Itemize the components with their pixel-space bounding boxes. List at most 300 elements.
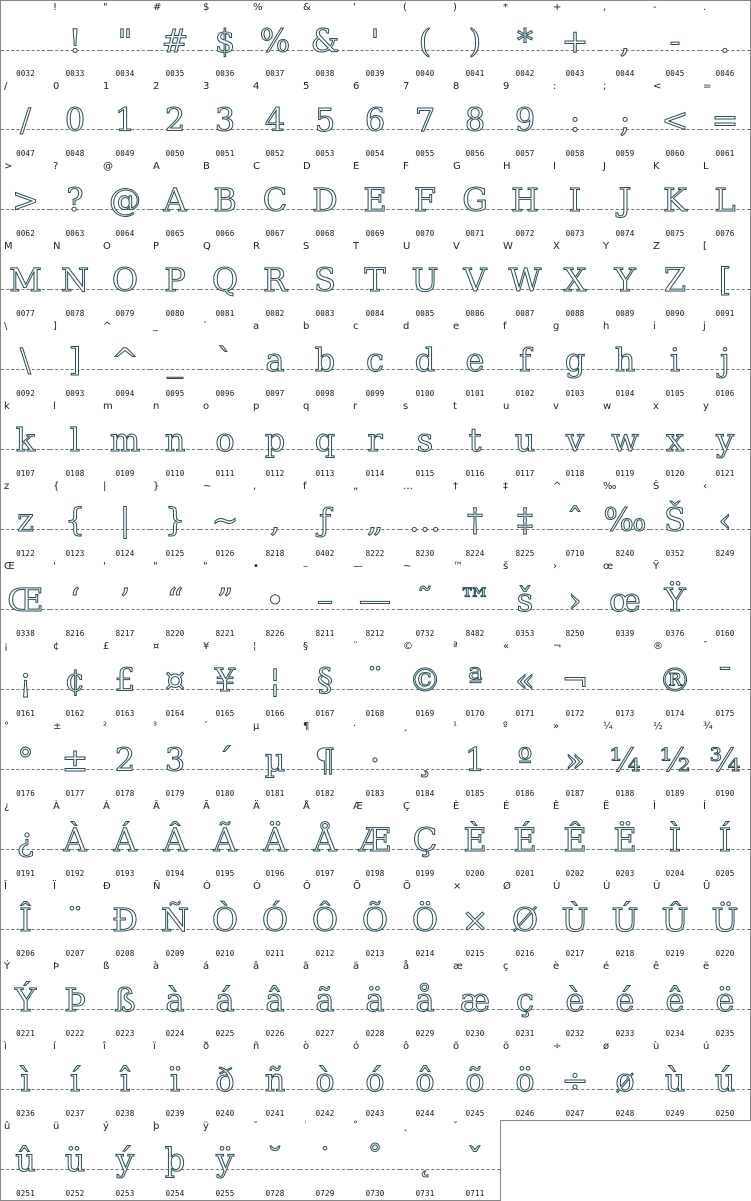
glyph-cell[interactable] bbox=[700, 80, 751, 161]
glyph-cell[interactable] bbox=[400, 80, 451, 161]
glyph-label: — bbox=[353, 561, 363, 572]
glyph-cell[interactable] bbox=[650, 240, 701, 321]
glyph-cell[interactable] bbox=[100, 960, 151, 1041]
glyph-cell[interactable] bbox=[600, 80, 651, 161]
glyph-label: / bbox=[4, 81, 8, 92]
glyph-cell[interactable] bbox=[550, 1040, 601, 1121]
glyph-preview bbox=[550, 972, 600, 1019]
glyph-cell[interactable] bbox=[500, 1040, 551, 1121]
glyph-preview bbox=[550, 412, 600, 459]
glyph-cell[interactable] bbox=[550, 240, 601, 321]
glyph-cell[interactable] bbox=[50, 160, 101, 241]
glyph-cell[interactable] bbox=[150, 720, 201, 801]
glyph-cell[interactable] bbox=[50, 640, 101, 721]
glyph-cell[interactable] bbox=[600, 0, 651, 81]
glyph-label: C bbox=[253, 161, 260, 172]
glyph-label: 8 bbox=[453, 81, 460, 92]
glyph-cell[interactable] bbox=[200, 880, 251, 961]
glyph-preview bbox=[150, 892, 200, 939]
glyph-char: ¥ bbox=[214, 661, 236, 699]
glyph-cell[interactable] bbox=[300, 800, 351, 881]
glyph-cell[interactable] bbox=[450, 480, 501, 561]
glyph-cell[interactable] bbox=[600, 720, 651, 801]
glyph-cell[interactable] bbox=[200, 80, 251, 161]
glyph-cell[interactable] bbox=[50, 560, 101, 641]
glyph-cell[interactable] bbox=[0, 1120, 51, 1201]
glyph-cell[interactable] bbox=[350, 160, 401, 241]
glyph-cell[interactable] bbox=[50, 240, 101, 321]
glyph-cell[interactable] bbox=[300, 160, 351, 241]
glyph-cell[interactable] bbox=[700, 400, 751, 481]
glyph-cell[interactable] bbox=[650, 640, 701, 721]
glyph-cell[interactable] bbox=[400, 240, 451, 321]
glyph-cell[interactable] bbox=[150, 400, 201, 481]
glyph-cell[interactable] bbox=[700, 720, 751, 801]
glyph-cell[interactable] bbox=[650, 720, 701, 801]
glyph-cell[interactable] bbox=[50, 1120, 101, 1201]
glyph-cell[interactable] bbox=[300, 0, 351, 81]
glyph-cell[interactable] bbox=[0, 1040, 51, 1121]
glyph-char: z bbox=[17, 501, 34, 539]
glyph-cell[interactable] bbox=[600, 320, 651, 401]
glyph-cell[interactable] bbox=[0, 640, 51, 721]
glyph-cell[interactable] bbox=[700, 0, 751, 81]
glyph-label: Ø bbox=[503, 881, 511, 892]
glyph-cell[interactable] bbox=[400, 160, 451, 241]
glyph-cell[interactable] bbox=[250, 240, 301, 321]
glyph-label: Š bbox=[653, 481, 660, 492]
glyph-preview bbox=[150, 572, 200, 619]
glyph-cell[interactable] bbox=[200, 640, 251, 721]
glyph-preview bbox=[300, 172, 350, 219]
glyph-preview bbox=[550, 92, 600, 139]
glyph-cell[interactable] bbox=[600, 640, 651, 721]
glyph-cell[interactable] bbox=[600, 560, 651, 641]
glyph-cell[interactable] bbox=[350, 240, 401, 321]
glyph-preview bbox=[650, 1052, 700, 1099]
glyph-cell[interactable] bbox=[400, 320, 451, 401]
glyph-cell[interactable] bbox=[650, 480, 701, 561]
glyph-cell[interactable] bbox=[300, 960, 351, 1041]
glyph-cell[interactable] bbox=[100, 800, 151, 881]
glyph-cell[interactable] bbox=[350, 960, 401, 1041]
glyph-cell[interactable] bbox=[450, 0, 501, 81]
glyph-cell[interactable] bbox=[700, 480, 751, 561]
glyph-cell[interactable] bbox=[600, 240, 651, 321]
glyph-code: 8249 bbox=[715, 549, 735, 558]
glyph-cell[interactable] bbox=[500, 0, 551, 81]
glyph-cell[interactable] bbox=[0, 320, 51, 401]
glyph-cell[interactable] bbox=[150, 0, 201, 81]
glyph-cell[interactable] bbox=[0, 240, 51, 321]
glyph-code: 0090 bbox=[665, 309, 685, 318]
glyph-cell[interactable] bbox=[50, 80, 101, 161]
glyph-cell[interactable] bbox=[500, 560, 551, 641]
glyph-code: 0080 bbox=[165, 309, 185, 318]
glyph-cell[interactable] bbox=[350, 880, 401, 961]
glyph-cell[interactable] bbox=[100, 560, 151, 641]
glyph-cell[interactable] bbox=[650, 80, 701, 161]
glyph-cell[interactable] bbox=[200, 0, 251, 81]
glyph-preview bbox=[400, 13, 450, 60]
glyph-cell[interactable] bbox=[450, 1120, 501, 1201]
glyph-cell[interactable] bbox=[50, 480, 101, 561]
glyph-cell[interactable] bbox=[100, 640, 151, 721]
glyph-cell[interactable] bbox=[350, 480, 401, 561]
glyph-cell[interactable] bbox=[450, 80, 501, 161]
glyph-cell[interactable] bbox=[100, 1040, 151, 1121]
glyph-cell[interactable] bbox=[400, 880, 451, 961]
glyph-cell[interactable] bbox=[650, 0, 701, 81]
glyph-cell[interactable] bbox=[300, 720, 351, 801]
glyph-code: 0728 bbox=[265, 1189, 285, 1198]
glyph-cell[interactable] bbox=[650, 400, 701, 481]
glyph-cell[interactable] bbox=[700, 160, 751, 241]
glyph-cell[interactable] bbox=[250, 640, 301, 721]
glyph-label: ö bbox=[503, 1041, 510, 1052]
glyph-label: © bbox=[403, 641, 413, 652]
glyph-cell[interactable] bbox=[400, 480, 451, 561]
glyph-cell[interactable] bbox=[100, 400, 151, 481]
glyph-code: 0172 bbox=[565, 709, 585, 718]
glyph-cell[interactable] bbox=[550, 80, 601, 161]
glyph-cell[interactable] bbox=[50, 0, 101, 81]
glyph-cell[interactable] bbox=[250, 160, 301, 241]
glyph-cell[interactable] bbox=[300, 320, 351, 401]
glyph-cell[interactable] bbox=[50, 800, 101, 881]
glyph-label: 5 bbox=[303, 81, 310, 92]
glyph-char: ” bbox=[216, 581, 234, 619]
glyph-cell[interactable] bbox=[500, 240, 551, 321]
glyph-cell[interactable] bbox=[250, 480, 301, 561]
glyph-label: ü bbox=[53, 1121, 60, 1132]
glyph-cell[interactable] bbox=[550, 400, 601, 481]
glyph-cell[interactable] bbox=[250, 720, 301, 801]
glyph-cell[interactable] bbox=[50, 400, 101, 481]
glyph-code: 0037 bbox=[265, 69, 285, 78]
glyph-cell[interactable] bbox=[700, 880, 751, 961]
glyph-char: Ø bbox=[511, 901, 539, 939]
glyph-code: 0196 bbox=[265, 869, 285, 878]
glyph-char: P bbox=[164, 261, 186, 299]
glyph-cell[interactable] bbox=[400, 960, 451, 1041]
glyph-cell[interactable] bbox=[450, 160, 501, 241]
glyph-cell[interactable] bbox=[500, 800, 551, 881]
glyph-cell[interactable] bbox=[0, 80, 51, 161]
glyph-cell[interactable] bbox=[450, 800, 501, 881]
glyph-code: 8240 bbox=[615, 549, 635, 558]
glyph-code: 0243 bbox=[365, 1109, 385, 1118]
glyph-cell[interactable] bbox=[400, 560, 451, 641]
glyph-char: ¼ bbox=[609, 741, 641, 779]
glyph-code: 0098 bbox=[315, 389, 335, 398]
glyph-cell[interactable] bbox=[450, 400, 501, 481]
glyph-cell[interactable] bbox=[100, 240, 151, 321]
glyph-cell[interactable] bbox=[550, 320, 601, 401]
glyph-cell[interactable] bbox=[650, 560, 701, 641]
glyph-cell[interactable] bbox=[150, 160, 201, 241]
glyph-cell[interactable] bbox=[200, 960, 251, 1041]
glyph-char: 8 bbox=[464, 101, 486, 139]
glyph-cell[interactable] bbox=[100, 1120, 151, 1201]
glyph-cell[interactable] bbox=[0, 880, 51, 961]
glyph-cell[interactable] bbox=[250, 560, 301, 641]
glyph-cell[interactable] bbox=[100, 0, 151, 81]
glyph-cell[interactable] bbox=[550, 560, 601, 641]
glyph-cell[interactable] bbox=[450, 720, 501, 801]
glyph-cell[interactable] bbox=[300, 480, 351, 561]
glyph-cell[interactable] bbox=[650, 1040, 701, 1121]
glyph-char: 4 bbox=[264, 101, 286, 139]
glyph-cell[interactable] bbox=[150, 80, 201, 161]
glyph-cell[interactable] bbox=[450, 960, 501, 1041]
glyph-label: e bbox=[453, 321, 460, 332]
glyph-cell[interactable] bbox=[300, 560, 351, 641]
glyph-preview bbox=[300, 652, 350, 699]
glyph-code: 0105 bbox=[665, 389, 685, 398]
glyph-cell[interactable] bbox=[450, 880, 501, 961]
glyph-cell[interactable] bbox=[500, 960, 551, 1041]
glyph-char: ÿ bbox=[215, 1141, 235, 1179]
glyph-cell[interactable] bbox=[400, 400, 451, 481]
glyph-cell[interactable] bbox=[300, 640, 351, 721]
glyph-cell[interactable] bbox=[350, 1040, 401, 1121]
glyph-cell[interactable] bbox=[250, 1120, 301, 1201]
glyph-label: Ê bbox=[553, 801, 560, 812]
glyph-code: 0069 bbox=[365, 229, 385, 238]
glyph-cell[interactable] bbox=[550, 640, 601, 721]
glyph-cell[interactable] bbox=[150, 560, 201, 641]
glyph-cell[interactable] bbox=[550, 0, 601, 81]
glyph-label: î bbox=[103, 1041, 106, 1052]
glyph-cell[interactable] bbox=[0, 720, 51, 801]
glyph-cell[interactable] bbox=[150, 320, 201, 401]
glyph-preview bbox=[50, 332, 100, 379]
glyph-code: 0125 bbox=[165, 549, 185, 558]
glyph-cell[interactable] bbox=[50, 960, 101, 1041]
glyph-cell[interactable] bbox=[150, 800, 201, 881]
glyph-cell[interactable] bbox=[600, 480, 651, 561]
glyph-char: ò bbox=[315, 1061, 335, 1099]
glyph-cell[interactable] bbox=[500, 80, 551, 161]
glyph-cell[interactable] bbox=[600, 160, 651, 241]
glyph-cell[interactable] bbox=[650, 320, 701, 401]
glyph-cell[interactable] bbox=[700, 240, 751, 321]
glyph-cell[interactable] bbox=[50, 880, 101, 961]
glyph-label: Û bbox=[653, 881, 661, 892]
glyph-cell[interactable] bbox=[200, 720, 251, 801]
glyph-preview bbox=[600, 92, 650, 139]
glyph-cell[interactable] bbox=[250, 880, 301, 961]
glyph-cell[interactable] bbox=[600, 800, 651, 881]
glyph-cell[interactable] bbox=[400, 1040, 451, 1121]
glyph-preview bbox=[250, 892, 300, 939]
glyph-cell[interactable] bbox=[500, 720, 551, 801]
glyph-cell[interactable] bbox=[350, 720, 401, 801]
glyph-cell[interactable] bbox=[650, 960, 701, 1041]
glyph-code: 8222 bbox=[365, 549, 385, 558]
glyph-preview bbox=[450, 172, 500, 219]
glyph-cell[interactable] bbox=[400, 720, 451, 801]
glyph-cell[interactable] bbox=[150, 880, 201, 961]
glyph-label: " bbox=[203, 561, 208, 572]
glyph-code: 8218 bbox=[265, 549, 285, 558]
glyph-cell[interactable] bbox=[650, 160, 701, 241]
glyph-cell[interactable] bbox=[450, 1040, 501, 1121]
glyph-cell[interactable] bbox=[550, 480, 601, 561]
glyph-cell[interactable] bbox=[150, 640, 201, 721]
glyph-cell[interactable] bbox=[100, 880, 151, 961]
glyph-cell[interactable] bbox=[350, 1120, 401, 1201]
glyph-char: ’ bbox=[119, 581, 131, 619]
glyph-char: e bbox=[465, 341, 485, 379]
glyph-cell[interactable] bbox=[150, 480, 201, 561]
glyph-preview bbox=[250, 1132, 300, 1179]
glyph-code: 0048 bbox=[65, 149, 85, 158]
glyph-cell[interactable] bbox=[400, 0, 451, 81]
glyph-cell[interactable] bbox=[50, 720, 101, 801]
glyph-cell[interactable] bbox=[250, 320, 301, 401]
glyph-preview bbox=[600, 572, 650, 619]
glyph-cell[interactable] bbox=[350, 560, 401, 641]
glyph-cell[interactable] bbox=[600, 880, 651, 961]
glyph-cell[interactable] bbox=[400, 1120, 451, 1201]
glyph-preview bbox=[600, 492, 650, 539]
glyph-cell[interactable] bbox=[450, 240, 501, 321]
glyph-cell[interactable] bbox=[500, 880, 551, 961]
glyph-preview bbox=[650, 652, 700, 699]
glyph-cell[interactable] bbox=[400, 800, 451, 881]
glyph-cell[interactable] bbox=[500, 480, 551, 561]
glyph-preview bbox=[550, 1052, 600, 1099]
glyph-cell[interactable] bbox=[100, 80, 151, 161]
glyph-code: 0202 bbox=[565, 869, 585, 878]
glyph-cell[interactable] bbox=[550, 880, 601, 961]
glyph-cell[interactable] bbox=[650, 800, 701, 881]
glyph-cell[interactable] bbox=[200, 320, 251, 401]
glyph-label: ^ bbox=[103, 321, 112, 332]
glyph-cell[interactable] bbox=[250, 800, 301, 881]
glyph-code: 0092 bbox=[16, 389, 35, 398]
glyph-cell[interactable] bbox=[400, 640, 451, 721]
glyph-cell[interactable] bbox=[150, 960, 201, 1041]
glyph-cell[interactable] bbox=[600, 400, 651, 481]
glyph-cell[interactable] bbox=[500, 320, 551, 401]
glyph-cell[interactable] bbox=[0, 560, 51, 641]
glyph-cell[interactable] bbox=[500, 400, 551, 481]
glyph-cell[interactable] bbox=[550, 960, 601, 1041]
glyph-cell[interactable] bbox=[200, 400, 251, 481]
glyph-cell[interactable] bbox=[250, 0, 301, 81]
glyph-cell[interactable] bbox=[300, 1120, 351, 1201]
glyph-cell[interactable] bbox=[100, 720, 151, 801]
glyph-code: 0101 bbox=[465, 389, 485, 398]
glyph-cell[interactable] bbox=[100, 320, 151, 401]
glyph-label: V bbox=[453, 241, 460, 252]
glyph-cell[interactable] bbox=[700, 320, 751, 401]
glyph-cell[interactable] bbox=[700, 960, 751, 1041]
glyph-label: ë bbox=[703, 961, 710, 972]
glyph-cell[interactable] bbox=[700, 640, 751, 721]
glyph-cell[interactable] bbox=[50, 1040, 101, 1121]
glyph-cell[interactable] bbox=[700, 1040, 751, 1121]
glyph-cell[interactable] bbox=[250, 80, 301, 161]
glyph-cell[interactable] bbox=[550, 800, 601, 881]
glyph-label: \ bbox=[4, 321, 8, 332]
glyph-char: i bbox=[669, 341, 681, 379]
glyph-cell[interactable] bbox=[300, 880, 351, 961]
glyph-cell[interactable] bbox=[300, 1040, 351, 1121]
glyph-cell[interactable] bbox=[350, 640, 401, 721]
glyph-cell[interactable] bbox=[500, 640, 551, 721]
glyph-preview bbox=[200, 412, 250, 459]
glyph-cell[interactable] bbox=[700, 560, 751, 641]
glyph-cell[interactable] bbox=[0, 800, 51, 881]
glyph-cell[interactable] bbox=[100, 480, 151, 561]
glyph-cell[interactable] bbox=[0, 400, 51, 481]
glyph-cell[interactable] bbox=[300, 240, 351, 321]
glyph-cell[interactable] bbox=[300, 400, 351, 481]
glyph-cell[interactable] bbox=[350, 400, 401, 481]
glyph-cell[interactable] bbox=[0, 0, 51, 81]
glyph-cell[interactable] bbox=[450, 320, 501, 401]
glyph-cell[interactable] bbox=[200, 240, 251, 321]
glyph-cell[interactable] bbox=[450, 560, 501, 641]
glyph-code: 0195 bbox=[215, 869, 235, 878]
glyph-cell[interactable] bbox=[200, 480, 251, 561]
glyph-cell[interactable] bbox=[250, 960, 301, 1041]
glyph-cell[interactable] bbox=[0, 480, 51, 561]
glyph-cell[interactable] bbox=[550, 720, 601, 801]
glyph-cell[interactable] bbox=[150, 1040, 201, 1121]
glyph-char: ¨ bbox=[367, 661, 383, 699]
glyph-char: § bbox=[317, 661, 333, 699]
glyph-cell[interactable] bbox=[200, 160, 251, 241]
glyph-cell[interactable] bbox=[50, 320, 101, 401]
glyph-cell[interactable] bbox=[150, 240, 201, 321]
glyph-cell[interactable] bbox=[500, 160, 551, 241]
glyph-cell[interactable] bbox=[250, 400, 301, 481]
glyph-code: 0077 bbox=[16, 309, 35, 318]
glyph-cell[interactable] bbox=[200, 800, 251, 881]
glyph-char: Ò bbox=[211, 901, 239, 939]
glyph-cell[interactable] bbox=[200, 1120, 251, 1201]
glyph-cell[interactable] bbox=[250, 1040, 301, 1121]
glyph-cell[interactable] bbox=[100, 160, 151, 241]
glyph-cell[interactable] bbox=[350, 0, 401, 81]
glyph-cell[interactable] bbox=[350, 320, 401, 401]
glyph-code: 0180 bbox=[215, 789, 235, 798]
glyph-cell[interactable] bbox=[350, 800, 401, 881]
glyph-cell[interactable] bbox=[600, 1040, 651, 1121]
glyph-cell[interactable] bbox=[550, 160, 601, 241]
glyph-cell[interactable] bbox=[700, 800, 751, 881]
glyph-preview bbox=[650, 92, 700, 139]
glyph-cell[interactable] bbox=[650, 880, 701, 961]
glyph-cell[interactable] bbox=[200, 560, 251, 641]
glyph-code: 0061 bbox=[715, 149, 735, 158]
glyph-cell[interactable] bbox=[150, 1120, 201, 1201]
glyph-cell[interactable] bbox=[200, 1040, 251, 1121]
glyph-cell[interactable] bbox=[350, 80, 401, 161]
glyph-cell[interactable] bbox=[0, 960, 51, 1041]
glyph-cell[interactable] bbox=[600, 960, 651, 1041]
glyph-cell[interactable] bbox=[300, 80, 351, 161]
glyph-cell[interactable] bbox=[0, 160, 51, 241]
glyph-cell[interactable] bbox=[450, 640, 501, 721]
glyph-code: 0064 bbox=[115, 229, 135, 238]
glyph-preview bbox=[1, 972, 50, 1019]
